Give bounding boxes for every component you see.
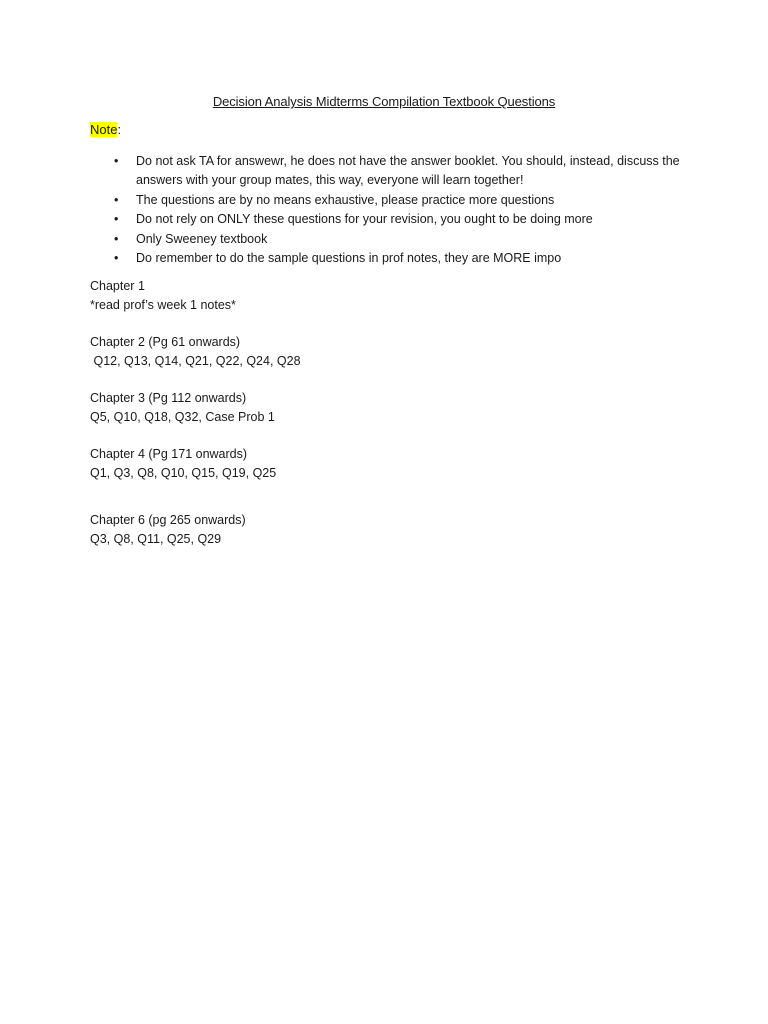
chapter-section-1 xyxy=(90,277,690,315)
list-item xyxy=(90,249,680,268)
chapter-section-4 xyxy=(90,445,690,483)
chapter-section-3 xyxy=(90,389,690,427)
chapter-heading: Chapter 4 (Pg 171 onwards) xyxy=(90,447,248,461)
bullet-icon: • xyxy=(114,251,119,265)
chapter-content: Q1, Q3, Q8, Q10, Q15, Q19, Q25 xyxy=(90,466,277,480)
chapter-list xyxy=(90,277,690,549)
bullet-text: Do not ask TA for answewr, he does not have the answer booklet. You should, instead, discuss the answers with your group mates, this way, everyone will learn together! xyxy=(136,154,680,187)
note-colon: : xyxy=(117,122,122,137)
chapter-heading: Chapter 6 (pg 265 onwards) xyxy=(90,513,246,527)
chapter-section-6 xyxy=(90,511,690,549)
chapter-content: Q3, Q8, Q11, Q25, Q29 xyxy=(90,532,222,546)
note-highlight: Note xyxy=(90,122,118,137)
chapter-section-2 xyxy=(90,333,690,371)
list-item xyxy=(90,152,680,190)
chapter-content: Q12, Q13, Q14, Q21, Q22, Q24, Q28 xyxy=(90,354,301,368)
bullet-icon: • xyxy=(114,192,119,207)
chapter-heading: Chapter 2 (Pg 61 onwards) xyxy=(90,335,241,349)
list-item xyxy=(90,191,680,210)
bullet-icon: • xyxy=(114,154,119,168)
chapter-content: Q5, Q10, Q18, Q32, Case Prob 1 xyxy=(90,410,275,424)
note-label xyxy=(90,122,121,137)
bullet-icon: • xyxy=(114,231,119,246)
list-item xyxy=(90,210,680,229)
bullet-icon: • xyxy=(114,212,119,226)
bullet-text: Only Sweeney textbook xyxy=(136,231,268,246)
bullet-text: The questions are by no means exhaustive, please practice more questions xyxy=(136,192,555,207)
bullet-text: Do not rely on ONLY these questions for your revision, you ought to be doing more xyxy=(136,212,593,226)
chapter-content: *read prof’s week 1 notes* xyxy=(90,298,236,312)
bullet-text: Do remember to do the sample questions in prof notes, they are MORE impo xyxy=(136,251,562,265)
list-item xyxy=(90,230,680,249)
chapter-heading: Chapter 3 (Pg 112 onwards) xyxy=(90,391,247,405)
document-title: Decision Analysis Midterms Compilation Textbook Questions xyxy=(212,94,556,109)
note-bullet-list xyxy=(90,152,680,269)
chapter-heading: Chapter 1 xyxy=(90,279,145,293)
